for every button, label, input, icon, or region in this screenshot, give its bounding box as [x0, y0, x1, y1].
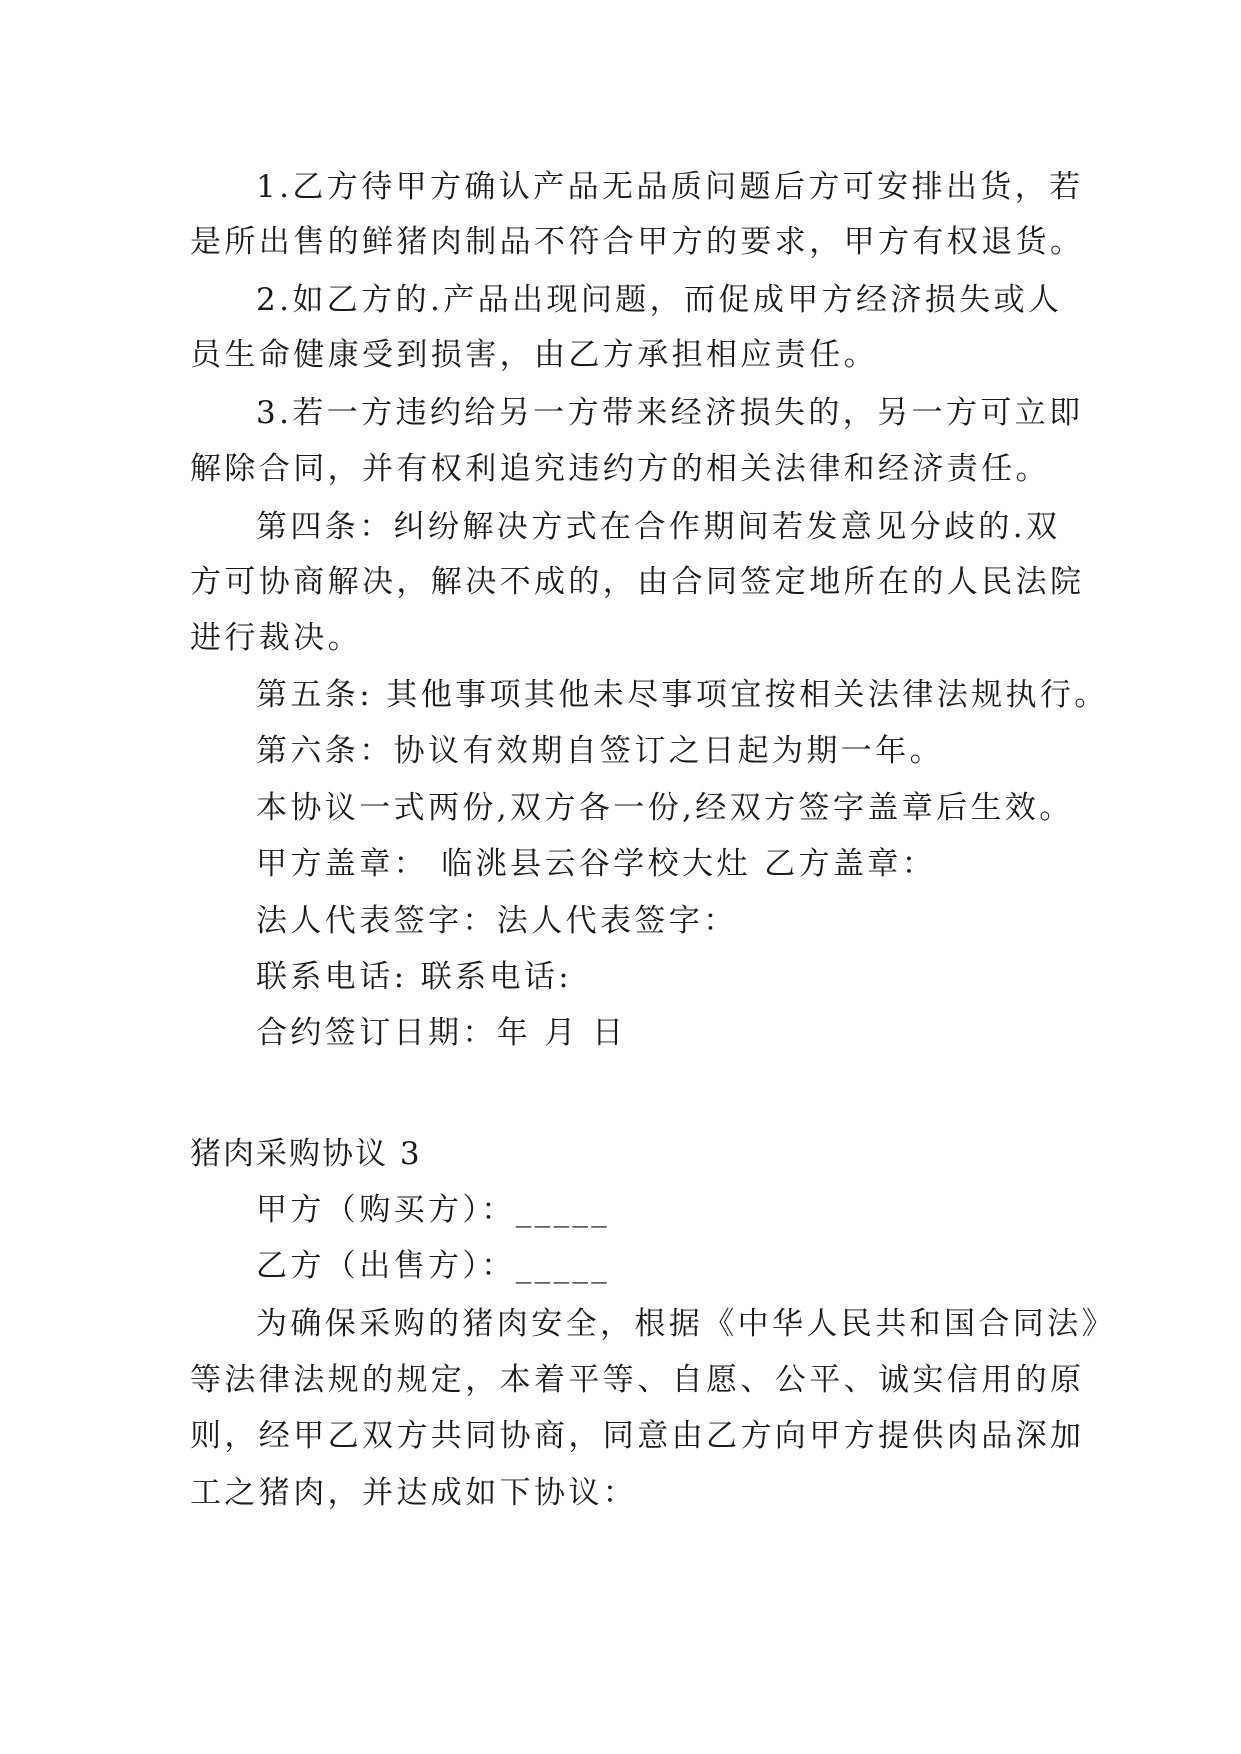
section-title: 猪肉采购协议 3: [190, 1136, 422, 1172]
clause-3-line-2: 解除合同，并有权利追究违约方的相关法律和经济责任。: [190, 451, 1050, 487]
article-4-line-2: 方可协商解决，解决不成的，由合同签定地所在的人民法院: [190, 564, 1085, 600]
clause-2-line-2: 员生命健康受到损害，由乙方承担相应责任。: [190, 337, 878, 373]
party-a-line: 甲方（购买方）：_____: [256, 1192, 611, 1228]
article-4-line-1: 第四条：纠纷解决方式在合作期间若发意见分歧的.双: [256, 509, 1061, 545]
phone-line: 联系电话: 联系电话:: [256, 959, 573, 995]
preamble-line-4: 工之猪肉，并达成如下协议：: [190, 1475, 638, 1511]
preamble-line-1: 为确保采购的猪肉安全，根据《中华人民共和国合同法》: [256, 1306, 1116, 1342]
date-line: 合约签订日期：年 月 日: [256, 1015, 627, 1051]
copies-clause: 本协议一式两份,双方各一份,经双方签字盖章后生效。: [256, 790, 1074, 826]
article-4-line-3: 进行裁决。: [190, 620, 362, 656]
article-6: 第六条：协议有效期自签订之日起为期一年。: [256, 733, 944, 769]
article-5: 第五条: 其他事项其他未尽事项宜按相关法律法规执行。: [256, 677, 1109, 713]
clause-2-line-1: 2.如乙方的.产品出现问题，而促成甲方经济损失或人: [256, 282, 1063, 318]
clause-3-line-1: 3.若一方违约给另一方带来经济损失的，另一方可立即: [256, 395, 1084, 431]
clause-1-line-2: 是所出售的鲜猪肉制品不符合甲方的要求，甲方有权退货。: [190, 224, 1085, 260]
preamble-line-3: 则，经甲乙双方共同协商，同意由乙方向甲方提供肉品深加: [190, 1418, 1085, 1454]
signature-line: 法人代表签字：法人代表签字：: [256, 903, 738, 939]
seal-line: 甲方盖章： 临洮县云谷学校大灶 乙方盖章：: [256, 846, 937, 882]
clause-1-line-1: 1.乙方待甲方确认产品无品质问题后方可安排出货，若: [256, 169, 1084, 205]
preamble-line-2: 等法律法规的规定，本着平等、自愿、公平、诚实信用的原: [190, 1362, 1085, 1398]
party-b-line: 乙方（出售方）：_____: [256, 1248, 611, 1284]
